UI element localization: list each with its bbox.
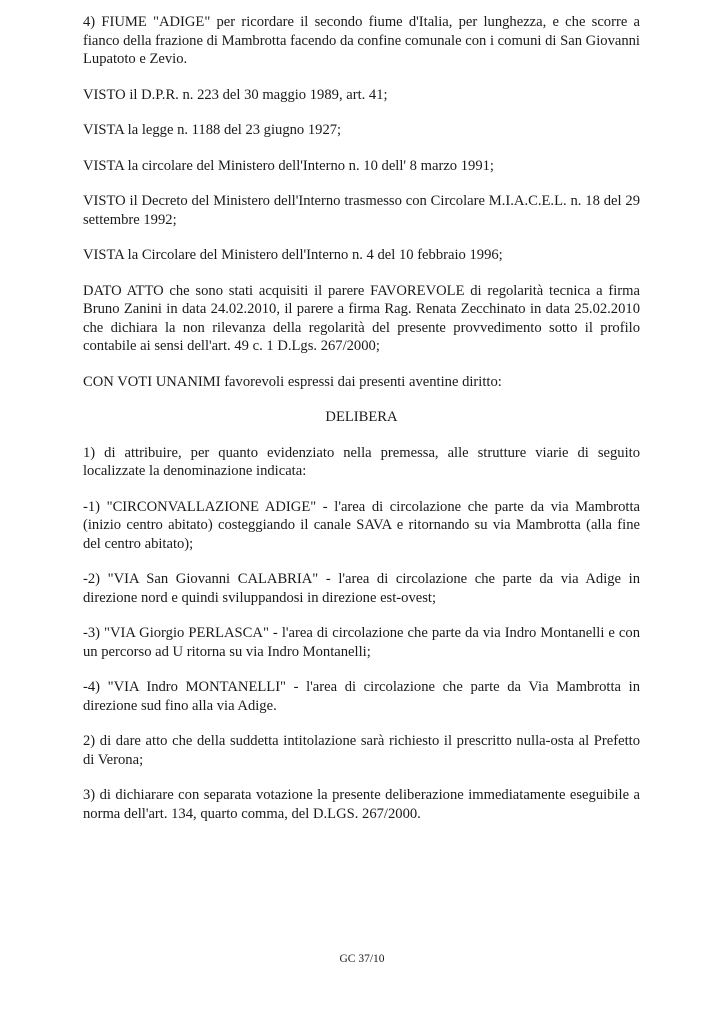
resolution-subitem-4: -4) "VIA Indro MONTANELLI" - l'area di circolazione che parte da Via Mambrotta in direzione sud fino alla via Adige. (83, 679, 640, 714)
paragraph-visto-dpr: VISTO il D.P.R. n. 223 del 30 maggio 1989, art. 41; (83, 86, 388, 103)
resolution-item-2: 2) di dare atto che della suddetta intitolazione sarà richiesto il prescritto nulla-osta al Prefetto di Verona; (83, 733, 640, 768)
resolution-subitem-1: -1) "CIRCONVALLAZIONE ADIGE" - l'area di circolazione che parte da via Mambrotta (inizio centro abitato) costeggiando il canale SAVA e ritornando su via Mambrotta (alla fine del centro abitato); (83, 498, 640, 552)
resolution-item-1: 1) di attribuire, per quanto evidenziato nella premessa, alle strutture viarie di seguito localizzate la denominazione indicata: (83, 444, 640, 479)
document-body (83, 13, 640, 840)
paragraph-vista-legge: VISTA la legge n. 1188 del 23 giugno 1927; (83, 122, 342, 138)
paragraph-vista-circolare-1991: VISTA la circolare del Ministero dell'Interno n. 10 dell' 8 marzo 1991; (83, 157, 494, 174)
resolution-subitem-2: -2) "VIA San Giovanni CALABRIA" - l'area di circolazione che parte da via Adige in direzione nord e quindi sviluppandosi in direzione est-ovest; (83, 571, 640, 606)
section-heading-delibera: DELIBERA (325, 409, 398, 425)
paragraph-visto-decreto: VISTO il Decreto del Ministero dell'Interno trasmesso con Circolare M.I.A.C.E.L. n. 18 del 29 settembre 1992; (83, 193, 640, 228)
resolution-subitem-3: -3) "VIA Giorgio PERLASCA" - l'area di circolazione che parte da via Indro Montanelli e con un percorso ad U ritorna su via Indro Montanelli; (83, 625, 640, 660)
paragraph-fiume-adige: 4) FIUME "ADIGE" per ricordare il secondo fiume d'Italia, per lunghezza, e che scorre a fianco della frazione di Mambrotta facendo da confine comunale con i comuni di San Giovanni Lupatoto e Zevio. (83, 14, 640, 67)
paragraph-con-voti: CON VOTI UNANIMI favorevoli espressi dai presenti aventine diritto: (83, 373, 502, 390)
page-footer-reference: GC 37/10 (339, 953, 385, 965)
resolution-item-3: 3) di dichiarare con separata votazione la presente deliberazione immediatamente eseguibile a norma dell'art. 134, quarto comma, del D.LGS. 267/2000. (83, 787, 640, 822)
paragraph-vista-circolare-1996: VISTA la Circolare del Ministero dell'Interno n. 4 del 10 febbraio 1996; (83, 247, 503, 263)
paragraph-dato-atto: DATO ATTO che sono stati acquisiti il parere FAVOREVOLE di regolarità tecnica a firma Bruno Zanini in data 24.02.2010, il parere a firma Rag. Renata Zecchinato in data 25.02.2010 che dichiara la non rilevanza della regolarità del presente provvedimento sotto il profilo contabile ai sensi dell'art. 49 c. 1 D.Lgs. 267/2000; (83, 282, 640, 354)
